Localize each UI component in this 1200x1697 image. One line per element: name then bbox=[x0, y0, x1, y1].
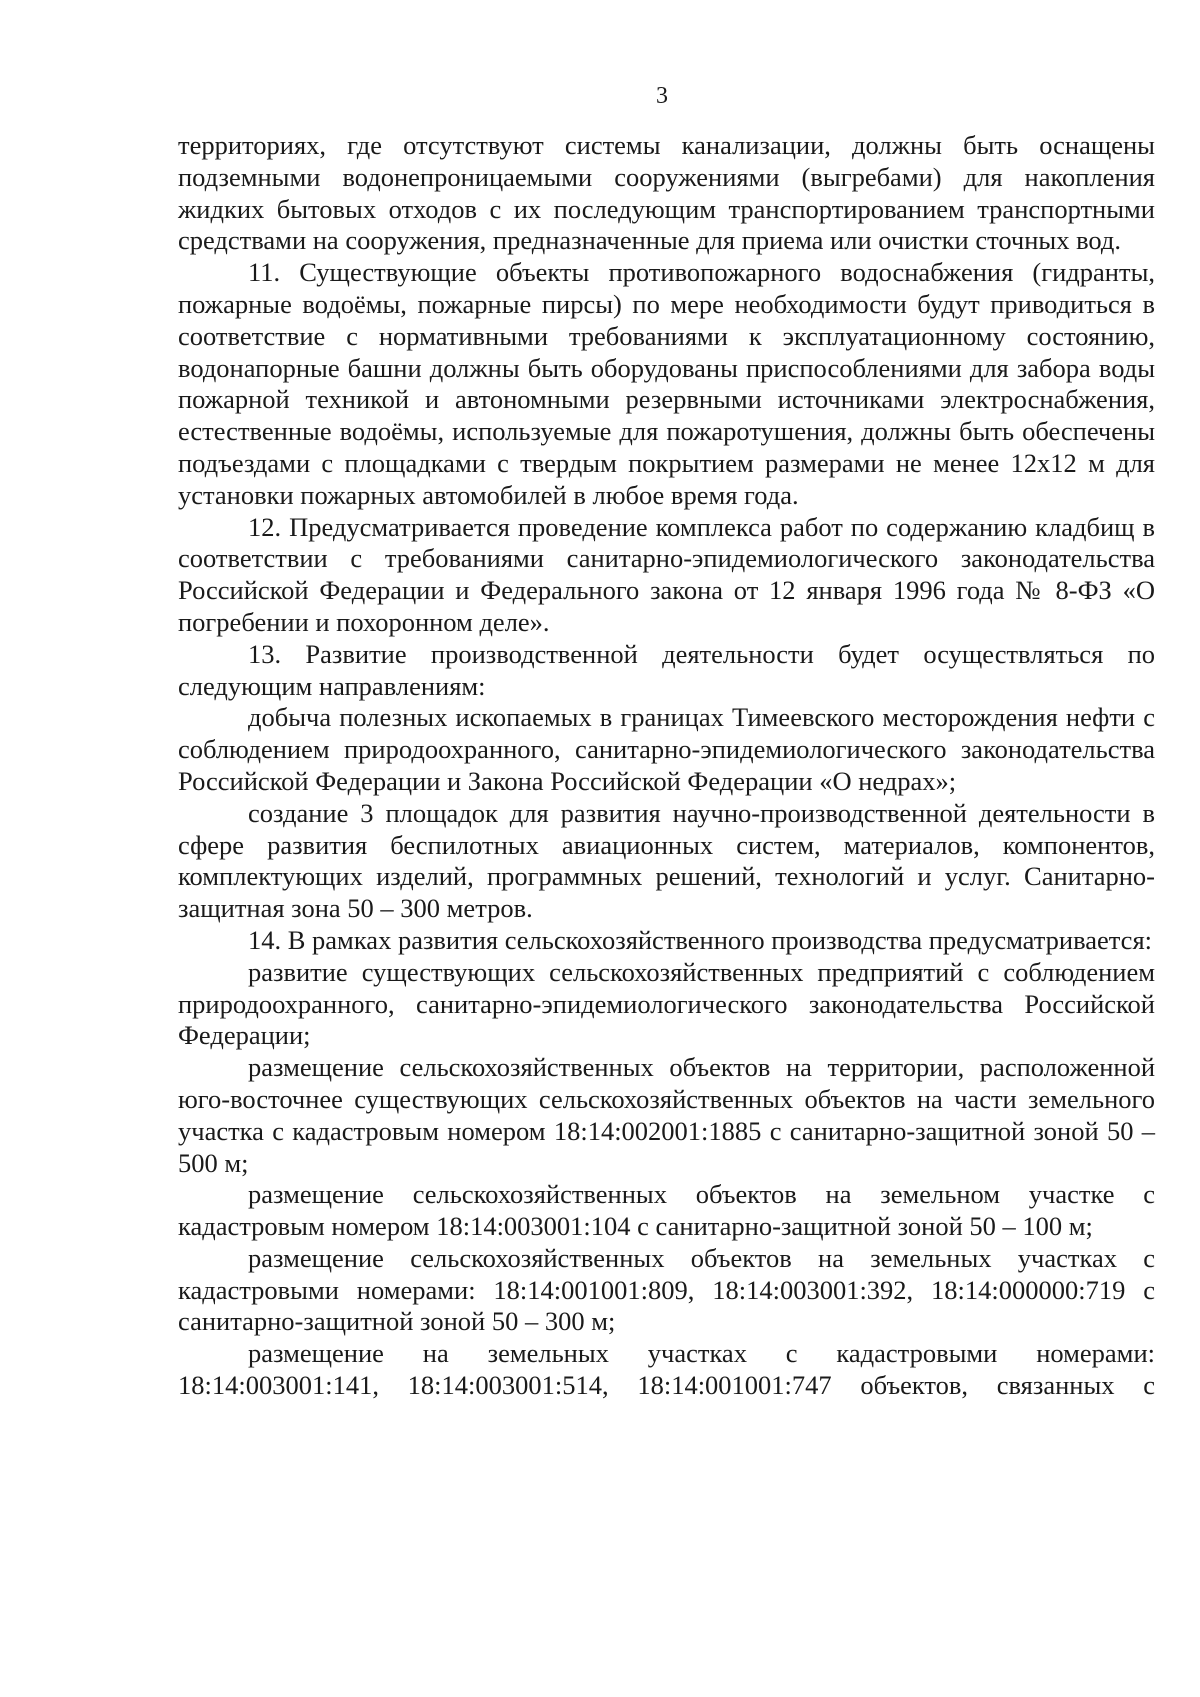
paragraph-item-14-parcels-809: размещение сельскохозяйственных объектов на земельных участках с кадастровыми номерами: 18:14:001001:809, 18:14:003001:392, 18:14:000000:719 с санитарно-защитной зоной 50 – 300 м; bbox=[178, 1242, 1155, 1337]
paragraph-item-14-existing: развитие существующих сельскохозяйственных предприятий с соблюдением природоохранного, санитарно-эпидемиологического законодательства Российской Федерации; bbox=[178, 956, 1155, 1051]
paragraph-item-14-parcels-141: размещение на земельных участках с кадастровыми номерами: 18:14:003001:141, 18:14:003001:514, 18:14:001001:747 объектов, связанных с bbox=[178, 1338, 1155, 1401]
paragraph-item-14-southeast: размещение сельскохозяйственных объектов на территории, расположенной юго-восточнее существующих сельскохозяйственных объектов на части земельного участка с кадастровым номером 18:14:002001:1885 с санитарно-защитной зоной 50 – 500 м; bbox=[178, 1052, 1155, 1178]
paragraph-item-12: 12. Предусматривается проведение комплекса работ по содержанию кладбищ в соответствии с требованиями санитарно-эпидемиологического законодательства Российской Федерации и Федерального закона от 12 января 1996 года № 8-ФЗ «О погребении и похоронном деле». bbox=[178, 511, 1155, 637]
document-body bbox=[178, 130, 1155, 1402]
page-number: 3 bbox=[656, 83, 668, 109]
paragraph-item-14-parcel-104: размещение сельскохозяйственных объектов на земельном участке с кадастровым номером 18:14:003001:104 с санитарно-защитной зоной 50 – 100 м; bbox=[178, 1179, 1155, 1242]
paragraph-item-13: 13. Развитие производственной деятельности будет осуществляться по следующим направлениям: bbox=[178, 638, 1155, 701]
paragraph-continuation: территориях, где отсутствуют системы канализации, должны быть оснащены подземными водонепроницаемыми сооружениями (выгребами) для накопления жидких бытовых отходов с их последующим транспортированием транспортными средствами на сооружения, предназначенные для приема или очистки сточных вод. bbox=[178, 130, 1155, 256]
paragraph-item-13-sites: создание 3 площадок для развития научно-производственной деятельности в сфере развития беспилотных авиационных систем, материалов, компонентов, комплектующих изделий, программных решений, технологий и услуг. Санитарно-защитная зона 50 – 300 метров. bbox=[178, 797, 1155, 924]
paragraph-item-14: 14. В рамках развития сельскохозяйственного производства предусматривается: bbox=[248, 924, 1152, 955]
paragraph-item-11: 11. Существующие объекты противопожарного водоснабжения (гидранты, пожарные водоёмы, пожарные пирсы) по мере необходимости будут приводиться в соответствие с нормативными требованиями к эксплуатационному состоянию, водонапорные башни должны быть оборудованы приспособлениями для забора воды пожарной техникой и автономными резервными источниками электроснабжения, естественные водоёмы, используемые для пожаротушения, должны быть обеспечены подъездами с площадками с твердым покрытием размерами не менее 12х12 м для установки пожарных автомобилей в любое время года. bbox=[178, 257, 1155, 510]
paragraph-item-13-oil: добыча полезных ископаемых в границах Тимеевского месторождения нефти с соблюдением природоохранного, санитарно-эпидемиологического законодательства Российской Федерации и Закона Российской Федерации «О недрах»; bbox=[178, 702, 1155, 796]
